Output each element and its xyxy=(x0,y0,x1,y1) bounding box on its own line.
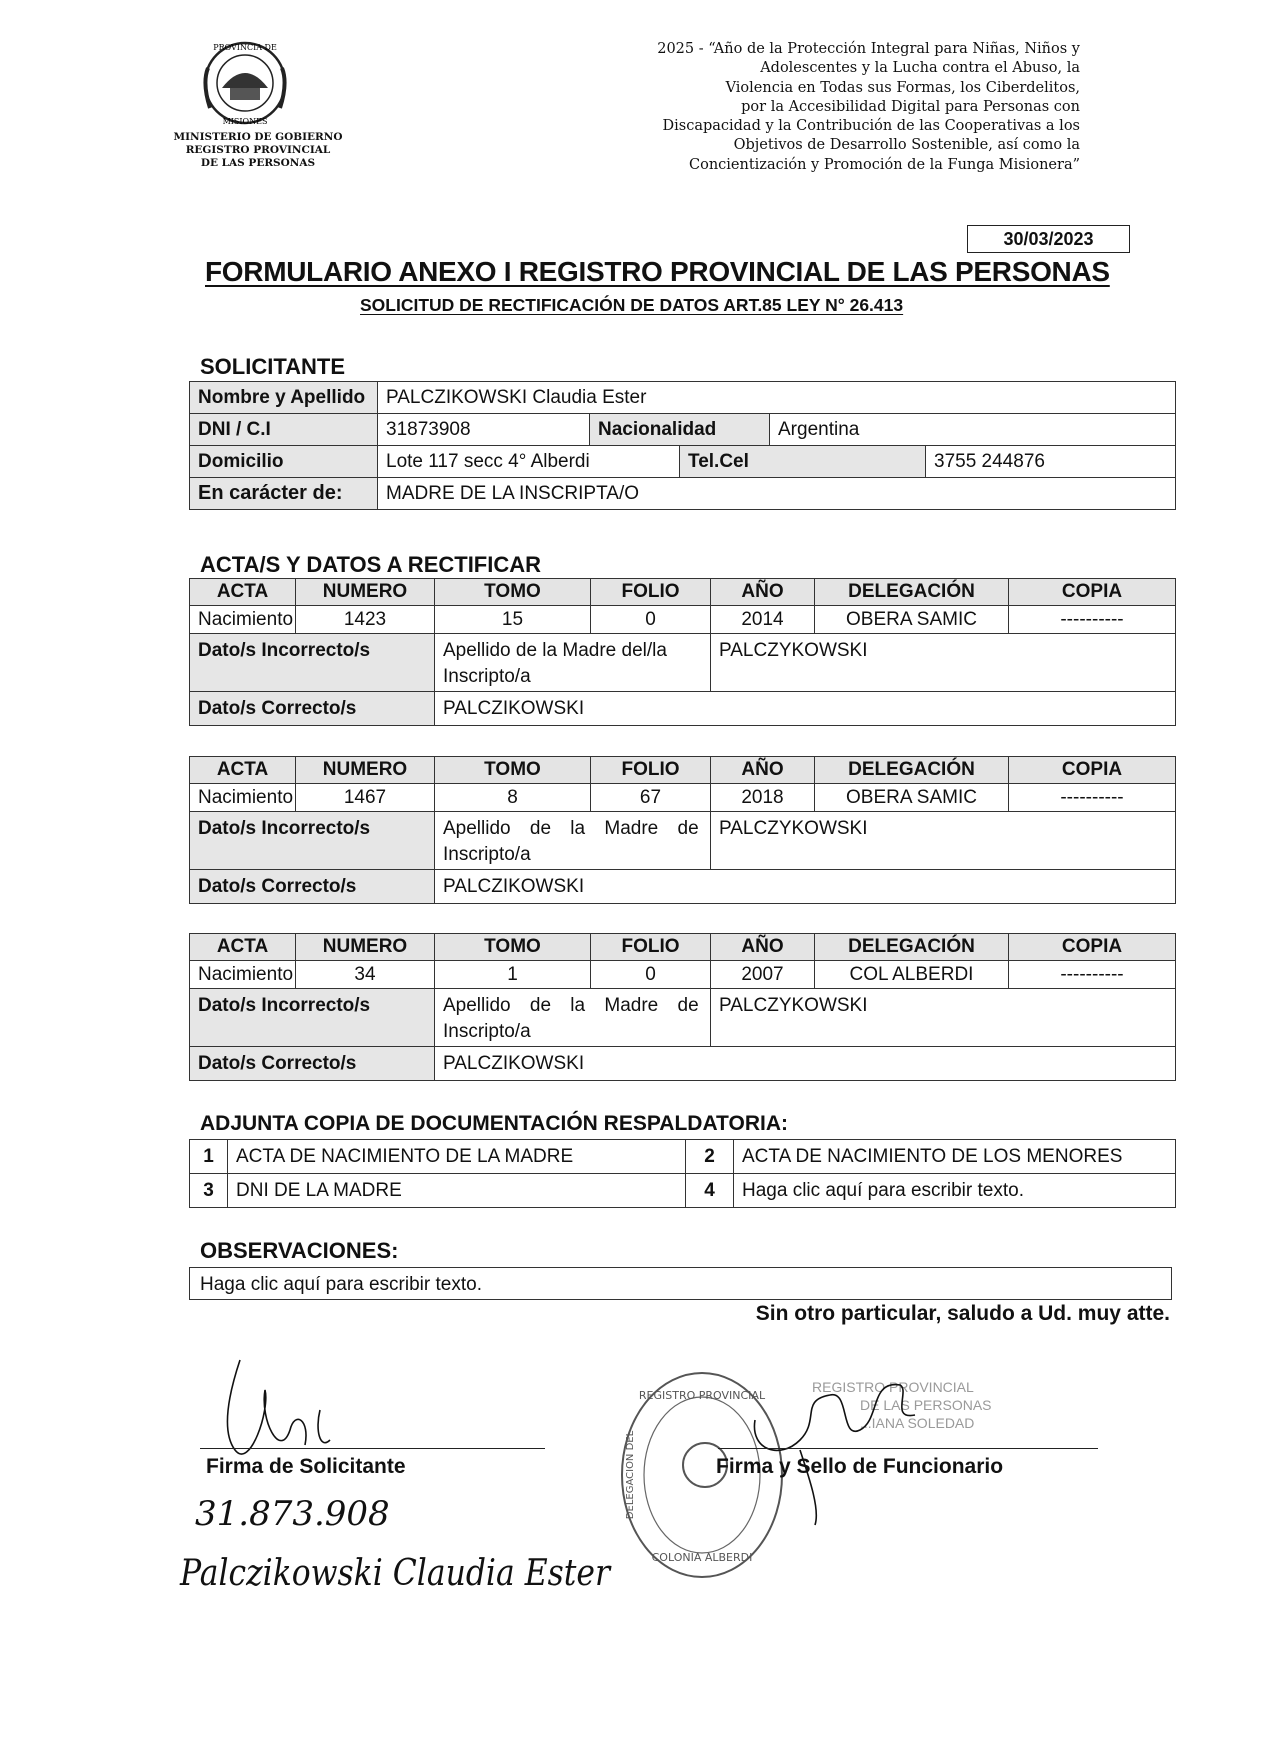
header-anio: AÑO xyxy=(711,757,815,784)
header-delegacion: DELEGACIÓN xyxy=(815,579,1009,606)
rectify-field-description[interactable] xyxy=(435,989,711,1047)
attachment-item[interactable]: DNI DE LA MADRE xyxy=(228,1174,686,1208)
incorrect-value[interactable]: PALCZYKOWSKI xyxy=(711,812,1176,870)
funcionario-signature-line xyxy=(718,1448,1098,1449)
attachment-number: 1 xyxy=(190,1140,228,1174)
attachment-item[interactable]: ACTA DE NACIMIENTO DE LOS MENORES xyxy=(734,1140,1176,1174)
solicitante-signature-line xyxy=(200,1448,545,1449)
acta-copia[interactable]: ---------- xyxy=(1009,606,1176,634)
stamp-text-side: DELEGACION DEL xyxy=(625,1430,636,1520)
field-line-2: Inscripto/a xyxy=(443,1021,531,1042)
header-anio: AÑO xyxy=(711,934,815,961)
acta-tomo[interactable]: 8 xyxy=(435,784,591,812)
header-copia: COPIA xyxy=(1009,934,1176,961)
acta-folio[interactable]: 67 xyxy=(591,784,711,812)
role-field[interactable]: MADRE DE LA INSCRIPTA/O xyxy=(378,478,1176,510)
acta-anio[interactable]: 2018 xyxy=(711,784,815,812)
rectify-field-description[interactable] xyxy=(435,634,711,692)
incorrect-label: Dato/s Incorrecto/s xyxy=(190,812,435,870)
header-delegacion: DELEGACIÓN xyxy=(815,934,1009,961)
correct-label: Dato/s Correcto/s xyxy=(190,870,435,904)
stamp-text-bottom: COLONIA ALBERDI xyxy=(651,1551,753,1564)
header-copia: COPIA xyxy=(1009,757,1176,784)
dni-label: DNI / C.I xyxy=(190,414,378,446)
acta-anio[interactable]: 2014 xyxy=(711,606,815,634)
correct-value[interactable]: PALCZIKOWSKI xyxy=(435,692,1176,726)
acta-folio[interactable]: 0 xyxy=(591,961,711,989)
acta-type[interactable]: Nacimiento xyxy=(190,606,296,634)
acta-copia[interactable]: ---------- xyxy=(1009,961,1176,989)
motto-line: Adolescentes y la Lucha contra el Abuso, la xyxy=(760,60,1080,77)
solicitante-handwritten-signature xyxy=(170,1350,630,1610)
header-folio: FOLIO xyxy=(591,757,711,784)
header-numero: NUMERO xyxy=(296,757,435,784)
acta-tomo[interactable]: 1 xyxy=(435,961,591,989)
incorrect-value[interactable]: PALCZYKOWSKI xyxy=(711,634,1176,692)
acta-table-1 xyxy=(189,578,1176,726)
motto-line: por la Accesibilidad Digital para Personas con xyxy=(741,98,1080,115)
handwritten-dni: 31.873.908 xyxy=(195,1494,390,1534)
attachment-item-placeholder[interactable]: Haga clic aquí para escribir texto. xyxy=(734,1174,1176,1208)
header-acta: ACTA xyxy=(190,579,296,606)
attachment-item[interactable]: ACTA DE NACIMIENTO DE LA MADRE xyxy=(228,1140,686,1174)
header-copia: COPIA xyxy=(1009,579,1176,606)
acta-numero[interactable]: 34 xyxy=(296,961,435,989)
dni-field[interactable]: 31873908 xyxy=(378,414,590,446)
adjunta-section-title: ADJUNTA COPIA DE DOCUMENTACIÓN RESPALDATORIA: xyxy=(200,1112,788,1135)
correct-label: Dato/s Correcto/s xyxy=(190,692,435,726)
acta-numero[interactable]: 1423 xyxy=(296,606,435,634)
header-tomo: TOMO xyxy=(435,934,591,961)
header-numero: NUMERO xyxy=(296,934,435,961)
header-tomo: TOMO xyxy=(435,757,591,784)
header-folio: FOLIO xyxy=(591,579,711,606)
incorrect-value[interactable]: PALCZYKOWSKI xyxy=(711,989,1176,1047)
motto-line: Discapacidad y la Contribución de las Cooperativas a los xyxy=(662,118,1080,135)
ministry-line: REGISTRO PROVINCIAL xyxy=(185,144,331,156)
form-subtitle xyxy=(360,295,1060,316)
phone-label: Tel.Cel xyxy=(680,446,926,478)
actas-section-title: ACTA/S Y DATOS A RECTIFICAR xyxy=(200,552,542,577)
ministry-line: MINISTERIO DE GOBIERNO xyxy=(173,131,343,143)
stamp-line: REGISTRO PROVINCIAL xyxy=(812,1379,974,1395)
motto-line: Concientización y Promoción de la Funga Misionera” xyxy=(689,156,1080,173)
name-label: Nombre y Apellido xyxy=(190,382,378,414)
incorrect-label: Dato/s Incorrecto/s xyxy=(190,989,435,1047)
header-numero: NUMERO xyxy=(296,579,435,606)
solicitante-table xyxy=(189,381,1176,510)
acta-type[interactable]: Nacimiento xyxy=(190,784,296,812)
motto-line: 2025 - “Año de la Protección Integral para Niñas, Niños y xyxy=(657,41,1080,57)
name-field[interactable]: PALCZIKOWSKI Claudia Ester xyxy=(378,382,1176,414)
acta-delegacion[interactable]: COL ALBERDI xyxy=(815,961,1009,989)
stamp-line: DE LAS PERSONAS xyxy=(860,1397,992,1413)
rectify-field-description[interactable] xyxy=(435,812,711,870)
motto-line: Objetivos de Desarrollo Sostenible, así como la xyxy=(733,137,1080,154)
ministry-line: DE LAS PERSONAS xyxy=(200,157,316,169)
year-motto xyxy=(560,40,1080,175)
header-tomo: TOMO xyxy=(435,579,591,606)
field-line-1: Apellido de la Madre del/la xyxy=(443,640,667,661)
header-anio: AÑO xyxy=(711,579,815,606)
acta-copia[interactable]: ---------- xyxy=(1009,784,1176,812)
stamp-text-top: REGISTRO PROVINCIAL xyxy=(638,1389,766,1402)
correct-value[interactable]: PALCZIKOWSKI xyxy=(435,870,1176,904)
handwritten-name: Palczikowski Claudia Ester xyxy=(179,1553,612,1594)
solicitante-section-title: SOLICITANTE xyxy=(200,354,346,379)
closing-line: Sin otro particular, saludo a Ud. muy atte. xyxy=(755,1302,1170,1325)
acta-delegacion[interactable]: OBERA SAMIC xyxy=(815,784,1009,812)
form-title-text: FORMULARIO ANEXO I REGISTRO PROVINCIAL DE LAS PERSONAS xyxy=(205,256,1110,287)
stamp-line: ...IANA SOLEDAD xyxy=(860,1415,975,1431)
role-label: En carácter de: xyxy=(190,478,378,510)
acta-type[interactable]: Nacimiento xyxy=(190,961,296,989)
acta-table-2 xyxy=(189,756,1176,904)
correct-label: Dato/s Correcto/s xyxy=(190,1047,435,1081)
header-delegacion: DELEGACIÓN xyxy=(815,757,1009,784)
funcionario-handwritten-signature xyxy=(740,1360,970,1530)
logo-text-top: PROVINCIA DE xyxy=(213,43,277,52)
acta-tomo[interactable]: 15 xyxy=(435,606,591,634)
logo-text-bottom: MISIONES xyxy=(222,117,268,126)
solicitante-signature-label: Firma de Solicitante xyxy=(206,1455,406,1478)
address-label: Domicilio xyxy=(190,446,378,478)
acta-anio[interactable]: 2007 xyxy=(711,961,815,989)
attachment-number: 2 xyxy=(686,1140,734,1174)
ministry-label xyxy=(168,131,348,170)
acta-numero[interactable]: 1467 xyxy=(296,784,435,812)
acta-table-3 xyxy=(189,933,1176,1081)
field-line-2: Inscripto/a xyxy=(443,844,531,865)
attachment-number: 3 xyxy=(190,1174,228,1208)
nationality-field[interactable]: Argentina xyxy=(770,414,1176,446)
funcionario-signature-label: Firma y Sello de Funcionario xyxy=(716,1455,1004,1478)
header-folio: FOLIO xyxy=(591,934,711,961)
observaciones-section-title: OBSERVACIONES: xyxy=(200,1238,399,1263)
observaciones-field[interactable]: Haga clic aquí para escribir texto. xyxy=(189,1267,1172,1300)
form-title xyxy=(205,256,1165,288)
header-acta: ACTA xyxy=(190,757,296,784)
field-line-1: Apellido de la Madre de xyxy=(443,995,699,1016)
attachments-table xyxy=(189,1139,1176,1208)
incorrect-label: Dato/s Incorrecto/s xyxy=(190,634,435,692)
acta-delegacion[interactable]: OBERA SAMIC xyxy=(815,606,1009,634)
form-date[interactable]: 30/03/2023 xyxy=(967,225,1130,253)
phone-field[interactable]: 3755 244876 xyxy=(926,446,1176,478)
attachment-number: 4 xyxy=(686,1174,734,1208)
motto-line: Violencia en Todas sus Formas, los Ciberdelitos, xyxy=(725,79,1080,96)
province-seal-logo xyxy=(200,38,290,128)
field-line-1: Apellido de la Madre de xyxy=(443,818,699,839)
nationality-label: Nacionalidad xyxy=(590,414,770,446)
field-line-2: Inscripto/a xyxy=(443,666,531,687)
address-field[interactable]: Lote 117 secc 4° Alberdi xyxy=(378,446,680,478)
form-subtitle-text: SOLICITUD DE RECTIFICACIÓN DE DATOS ART.85 LEY N° 26.413 xyxy=(360,295,904,315)
header-acta: ACTA xyxy=(190,934,296,961)
acta-folio[interactable]: 0 xyxy=(591,606,711,634)
correct-value[interactable]: PALCZIKOWSKI xyxy=(435,1047,1176,1081)
